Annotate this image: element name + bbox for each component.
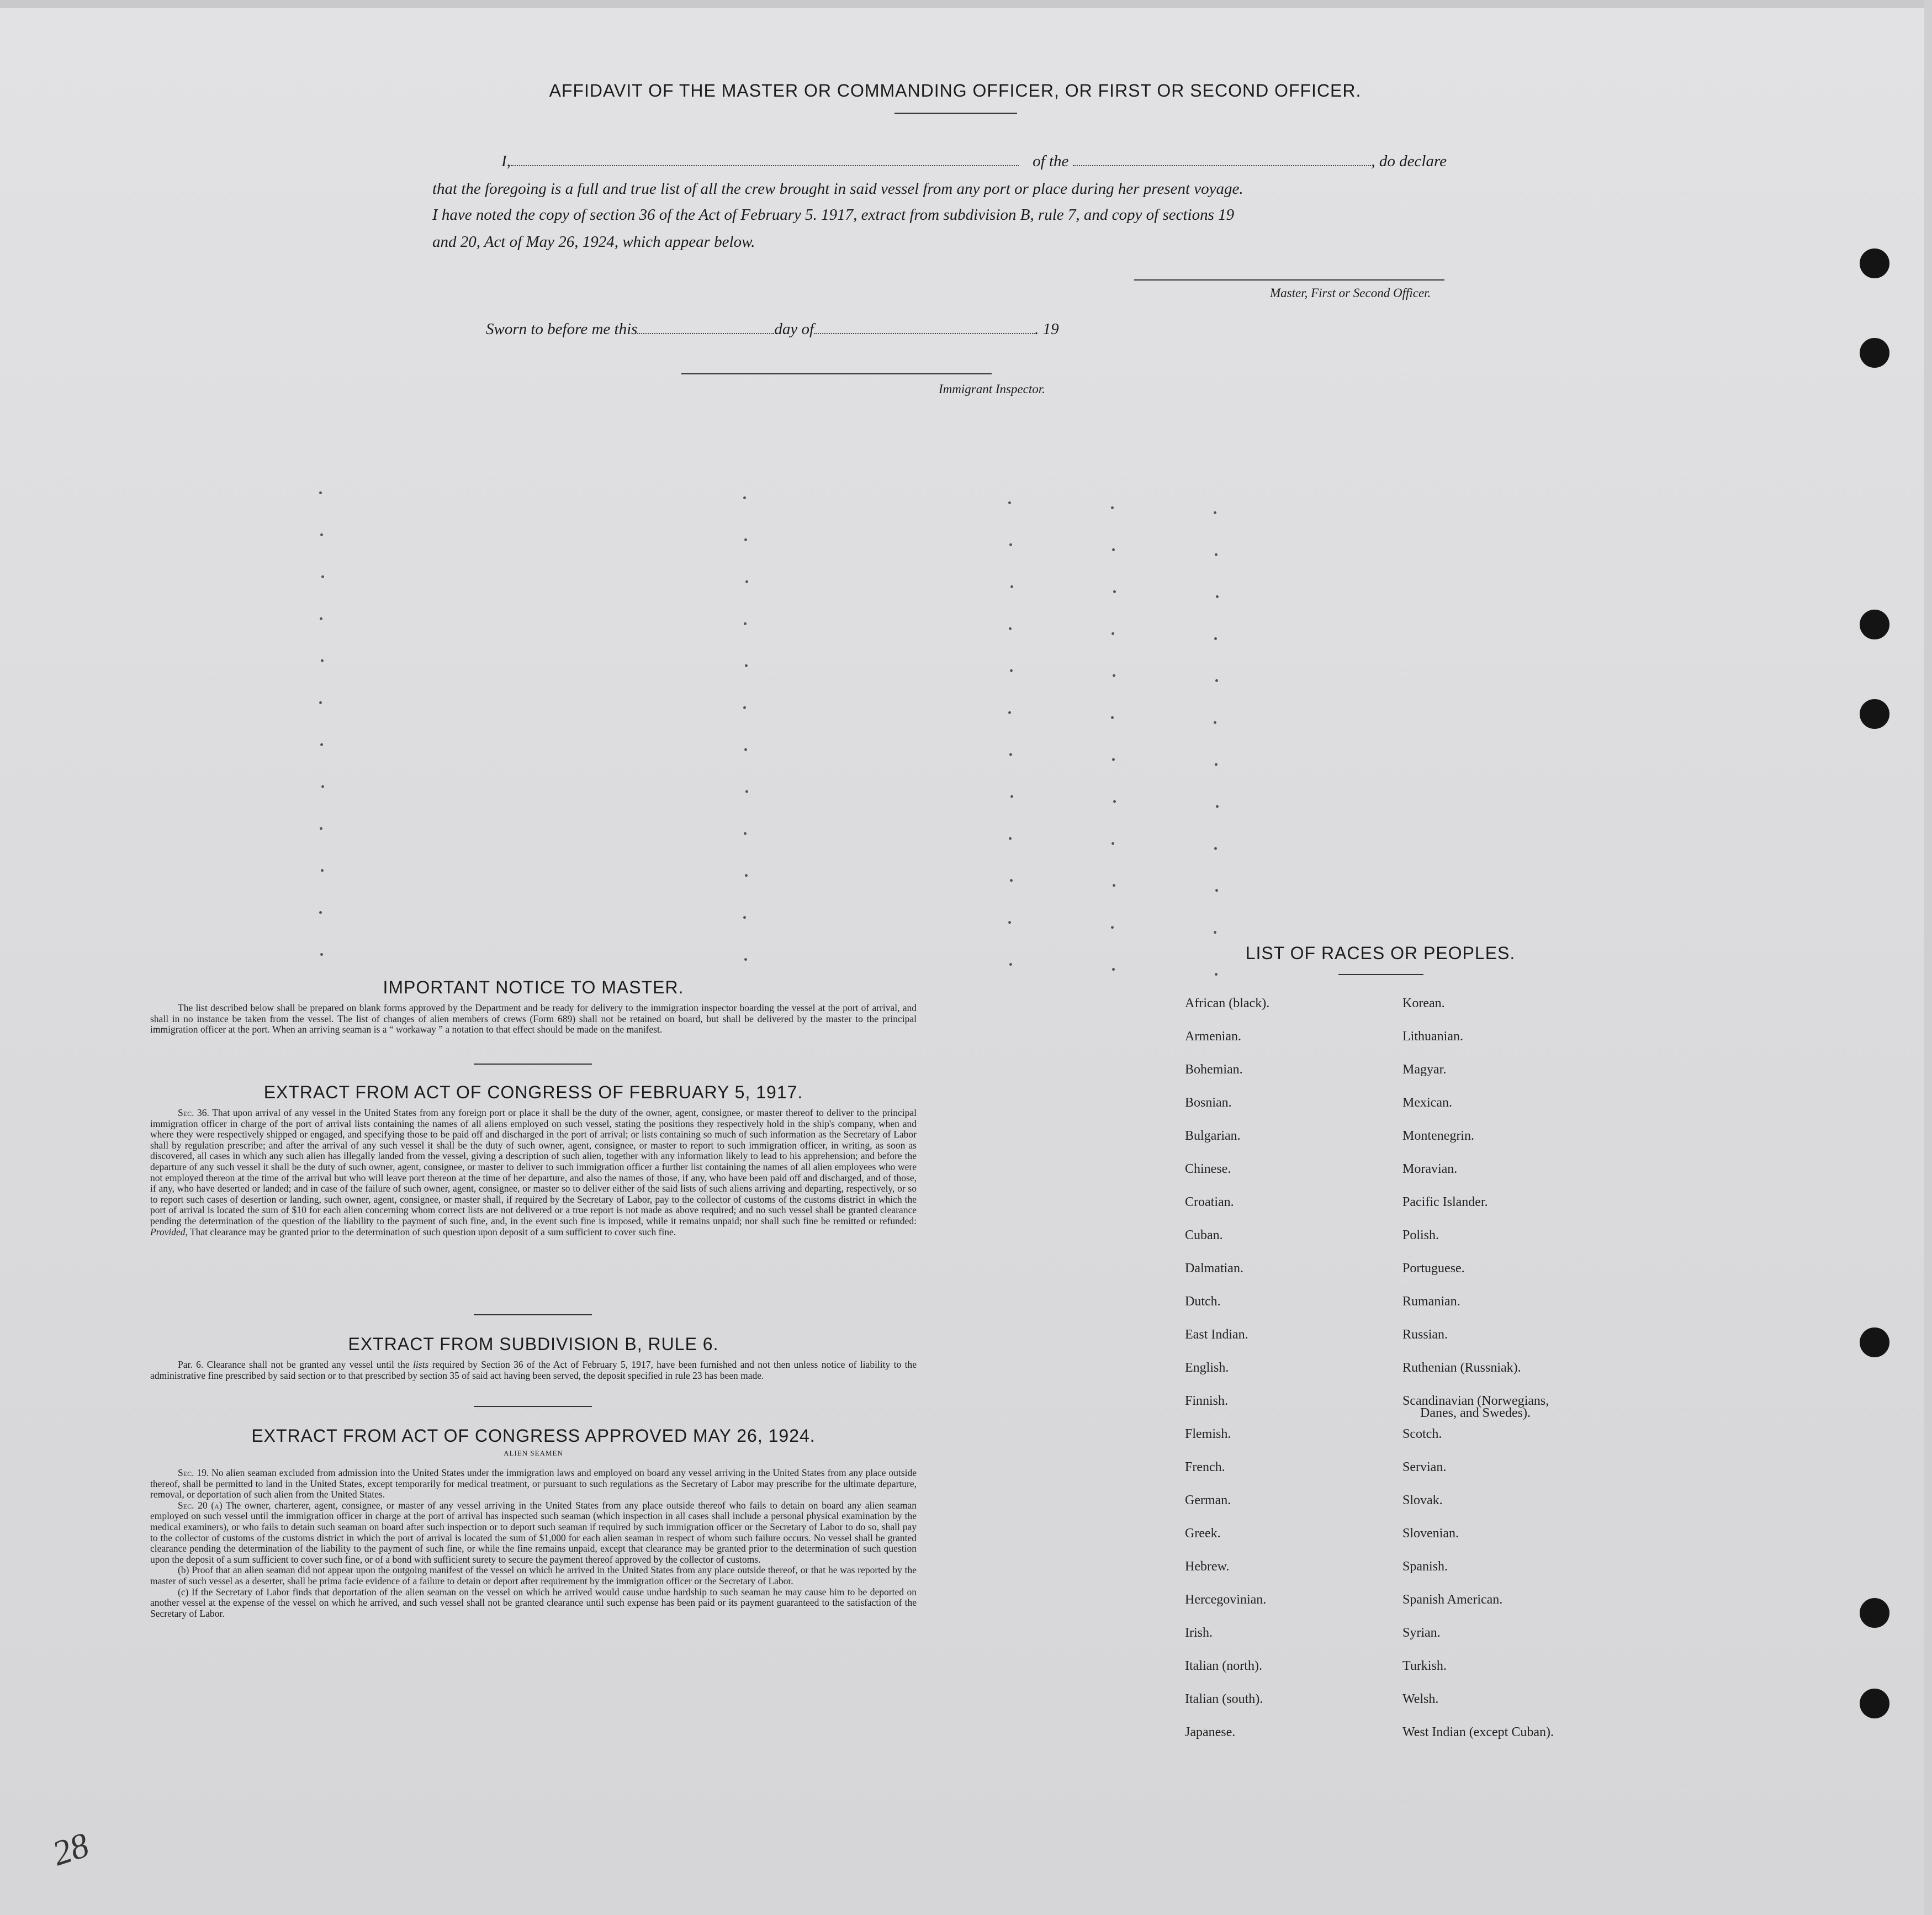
divider [1338, 974, 1423, 975]
scan-speck [1111, 632, 1114, 635]
scan-speck [320, 827, 322, 830]
sec-36-text: That upon arrival of any vessel in the United States from any foreign port or place it shall be the duty of the owner, agent, consignee, or master thereof to deliver to the principal immigration officer in charge of the port of arrival lists containing the names of all aliens employed on such vessel, stating the positions they respectively hold in the ship's company, when and where they were respectively shipped or engaged, and specifying those to be paid off and discharged in the port of arrival; or lists containing so much of such information as the Secretary of Labor shall by regulation prescribe; and after the arrival of any such vessel it shall be the duty of such owner, agent, consignee, or master to report to such immigration officer, in writing, as soon as discovered, all cases in which any such alien has illegally landed from the vessel, giving a description of such alien, together with any information likely to lead to his apprehension; and before the departure of any such vessel it shall be the duty of such owner, agent, consignee, or master to deliver to such immigration officer a further list containing the names of all alien employees who were not employed thereon at the time of the arrival but who will leave port thereon at the time of her departure, and also the names of those, if any, who have been paid off and discharged, and of those, if any, who have deserted or landed; and in case of the failure of such owner, agent, consignee, or master so to deliver either of the said lists of such aliens arriving and departing, respectively, or so to report such cases of desertion or landing, such owner, agent, consignee, or master shall, if required by the Secretary of Labor, pay to the collector of customs of the customs district in which the port of arrival is located the sum of $10 for each alien concerning whom correct lists are not delivered or a true report is not made as above required; and no such vessel shall be granted clearance pending the determination of the question of the liability to the payment of such fine, and, in the event such fine is imposed, while it remains unpaid; nor shall such fine be remitted or refunded: [150, 1107, 917, 1226]
scan-speck [320, 617, 322, 620]
sec-19 [150, 1468, 917, 1500]
scan-speck [319, 491, 322, 494]
race-item: Greek. [1185, 1526, 1221, 1541]
scan-speck [1215, 889, 1218, 892]
race-item: Armenian. [1185, 1029, 1241, 1044]
punch-hole [1860, 248, 1889, 278]
scan-speck [319, 911, 322, 914]
sec-20b-text: Proof that an alien seaman did not appear upon the outgoing manifest of the vessel on which he arrived in the United States from any place outside thereof, or that he was reported by the master of such vessel as a deserter, shall be prima facie evidence of a failure to detain or deport after requirement by the immigration officer or the Secretary of Labor. [150, 1564, 917, 1586]
race-item: Polish. [1402, 1228, 1439, 1242]
scan-speck [744, 958, 747, 961]
par-6-text-a: Clearance shall not be granted any vessel until the [207, 1359, 410, 1370]
scan-speck [321, 785, 324, 788]
handwritten-margin-note: 28 [47, 1824, 94, 1874]
race-item: Slovenian. [1402, 1526, 1459, 1541]
scan-speck [745, 580, 748, 583]
par-6-text-b: required by Section 36 of the Act of February 5, 1917, have been furnished and not then unless notice of liability to the administrative fine prescribed by said section or to that prescribed by section 35 of said act having been served, the deposit specified in rule 23 has been made. [150, 1359, 917, 1381]
extract-1924-title: EXTRACT FROM ACT OF CONGRESS APPROVED MAY 26, 1924. [251, 1426, 816, 1446]
race-item: Hercegovinian. [1185, 1593, 1267, 1607]
year-label: . 19 [1035, 320, 1059, 338]
scan-speck [320, 953, 323, 956]
sec-20b-label: (b) [178, 1564, 189, 1576]
scan-speck [745, 790, 748, 793]
inspector-caption: Immigrant Inspector. [939, 382, 1045, 396]
punch-hole [1860, 1327, 1889, 1357]
scan-speck [321, 659, 324, 662]
race-item: Spanish American. [1402, 1593, 1503, 1607]
scan-speck [1111, 842, 1114, 845]
scan-speck [1009, 963, 1012, 966]
race-item: Japanese. [1185, 1725, 1236, 1739]
race-item: Russian. [1402, 1327, 1448, 1342]
race-item: Finnish. [1185, 1394, 1229, 1408]
scan-speck [744, 622, 747, 625]
vessel-blank [1073, 164, 1371, 166]
of-the-label: of the [1033, 152, 1069, 170]
sec-20a-text: The owner, charterer, agent, consignee, or master of any vessel arriving in the United States from any place outside thereof who fails to detain on board any alien seaman employed on such vessel until the immigration officer in charge at the port of arrival has inspected such seaman (which inspection in all cases shall include a personal physical examination by the medical examiners), or who fails to detain such seaman on board after such inspection or to deport such seaman if required by such immigration officer or the Secretary of Labor to do so, shall pay to the collector of customs of the customs district in which the port of arrival is located the sum of $1,000 for each alien seaman in respect of whom such failure occurs. No vessel shall be granted clearance pending the determination of the liability to the payment of such fine, or while the fine remains unpaid, except that clearance may be granted prior to the determination of such question upon the deposit of a sum sufficient to cover such fine, or of a bond with sufficient surety to secure the payment thereof approved by the collector of customs. [150, 1499, 917, 1565]
race-item: Scotch. [1402, 1427, 1442, 1441]
race-item: Turkish. [1402, 1659, 1447, 1673]
scan-speck [745, 874, 748, 877]
race-item: German. [1185, 1493, 1231, 1507]
scan-edge-top [0, 0, 1932, 8]
scan-speck [1215, 763, 1218, 766]
race-item: Pacific Islander. [1402, 1195, 1488, 1209]
race-item: Dalmatian. [1185, 1261, 1243, 1276]
affidavit-line1 [501, 152, 1447, 171]
race-item: Bulgarian. [1185, 1129, 1241, 1143]
scan-speck [743, 916, 746, 919]
name-blank [511, 164, 1019, 166]
race-item: Bosnian. [1185, 1096, 1232, 1110]
divider [894, 113, 1017, 114]
divider [474, 1406, 592, 1407]
scan-speck [745, 664, 748, 667]
lists-word: lists [413, 1359, 429, 1370]
scan-speck [1111, 506, 1114, 509]
scan-speck [743, 706, 746, 709]
scan-speck [1214, 511, 1216, 514]
scan-speck [1010, 795, 1013, 798]
extract-1924-body [150, 1468, 917, 1619]
scan-speck [1216, 805, 1219, 808]
scan-speck [1113, 590, 1116, 593]
par-6-label: Par. 6. [178, 1359, 204, 1370]
day-of-label: day of [774, 320, 814, 338]
race-item: Slovak. [1402, 1493, 1443, 1507]
sec-20a-label: Sec. 20 (a) [178, 1499, 223, 1511]
affidavit-line3: I have noted the copy of section 36 of the Act of February 5. 1917, extract from subdivision B, rule 7, and copy of sections 19 [432, 206, 1235, 224]
punch-hole [1860, 338, 1889, 368]
month-blank [814, 332, 1035, 334]
sec-20c [150, 1587, 917, 1620]
scan-speck [744, 832, 747, 835]
race-item: Spanish. [1402, 1559, 1448, 1574]
scan-speck [1009, 837, 1012, 840]
divider [474, 1064, 592, 1065]
punch-hole [1860, 1689, 1889, 1718]
scan-speck [1214, 721, 1216, 724]
punch-hole [1860, 610, 1889, 639]
declare-label: , do declare [1371, 152, 1447, 170]
race-item: Korean. [1402, 996, 1445, 1011]
race-item: East Indian. [1185, 1327, 1248, 1342]
alien-seamen-subtitle: ALIEN SEAMEN [504, 1449, 563, 1457]
scan-speck [321, 869, 324, 872]
race-item: Lithuanian. [1402, 1029, 1463, 1044]
race-item: Italian (north). [1185, 1659, 1262, 1673]
scan-speck [744, 748, 747, 751]
scan-edge-right [1924, 0, 1932, 1915]
scan-speck [744, 538, 747, 541]
scan-speck [1112, 758, 1115, 761]
race-item: Scandinavian (Norwegians, [1402, 1394, 1549, 1408]
scan-speck [1214, 931, 1216, 934]
scan-speck [1111, 926, 1114, 929]
race-item: Magyar. [1402, 1062, 1447, 1077]
race-item: Irish. [1185, 1626, 1213, 1640]
sworn-label: Sworn to before me this [486, 320, 638, 338]
scan-speck [1215, 679, 1218, 682]
scan-speck [1010, 879, 1013, 882]
race-item: Italian (south). [1185, 1692, 1263, 1706]
signature-caption: Master, First or Second Officer. [1270, 286, 1431, 300]
signature-line [1134, 279, 1444, 281]
notice-title: IMPORTANT NOTICE TO MASTER. [383, 977, 684, 997]
punch-hole [1860, 1598, 1889, 1628]
race-item-continued: Danes, and Swedes). [1420, 1406, 1531, 1420]
affidavit-title: AFFIDAVIT OF THE MASTER OR COMMANDING OFFICER, OR FIRST OR SECOND OFFICER. [549, 81, 1362, 100]
race-item: French. [1185, 1460, 1225, 1474]
scan-speck [1008, 921, 1011, 924]
sec-19-text: No alien seaman excluded from admission into the United States under the immigration laws and employed on board any vessel arriving in the United States from any place outside thereof, shall be permitted to land in the United States, except temporarily for medical treatment, or pursuant to such regulations as the Secretary of Labor may prescribe for the ultimate departure, removal, or deportation of such alien from the United States. [150, 1467, 917, 1500]
sec-36-label: Sec. 36. [178, 1107, 209, 1118]
scan-speck [1112, 548, 1115, 551]
divider [474, 1314, 592, 1315]
race-item: Rumanian. [1402, 1294, 1460, 1309]
affidavit-line4: and 20, Act of May 26, 1924, which appear below. [432, 233, 755, 251]
extract-1917-body [150, 1108, 917, 1237]
scan-speck [319, 701, 322, 704]
sworn-line [486, 320, 1059, 338]
scan-speck [1113, 800, 1116, 803]
scan-speck [1009, 753, 1012, 756]
scan-speck [320, 533, 323, 536]
race-item: Flemish. [1185, 1427, 1231, 1441]
day-blank [637, 332, 774, 334]
scan-speck [1008, 501, 1011, 504]
sec-20a [150, 1500, 917, 1565]
affidavit-line2: that the foregoing is a full and true list of all the crew brought in said vessel from any port or place during her present voyage. [432, 180, 1243, 198]
provided-label: Provided, [150, 1226, 188, 1237]
race-item: Servian. [1402, 1460, 1447, 1474]
race-item: Chinese. [1185, 1162, 1231, 1176]
sec-20c-text: If the Secretary of Labor finds that deportation of the alien seaman on the vessel on which he arrived would cause undue hardship to such seaman he may cause him to be deported on another vessel at the expense of the vessel on which he arrived, and such vessel shall not be granted clearance until such expense has been paid or its payment guaranteed to the satisfaction of the Secretary of Labor. [150, 1586, 917, 1619]
race-item: Croatian. [1185, 1195, 1234, 1209]
scan-speck [1010, 585, 1013, 588]
punch-hole [1860, 699, 1889, 729]
scan-speck [321, 575, 324, 578]
rule-6-body [150, 1359, 917, 1381]
scan-speck [1215, 553, 1218, 556]
scan-speck [743, 496, 746, 499]
race-item: Portuguese. [1402, 1261, 1465, 1276]
scan-speck [1113, 884, 1115, 887]
scan-speck [320, 743, 323, 746]
scan-speck [1112, 968, 1115, 971]
race-item: Welsh. [1402, 1692, 1439, 1706]
scan-speck [1009, 627, 1012, 630]
scan-speck [1216, 595, 1219, 598]
scan-speck [1113, 674, 1115, 677]
sec-20c-label: (c) [178, 1586, 189, 1597]
race-item: Cuban. [1185, 1228, 1223, 1242]
race-item: Moravian. [1402, 1162, 1458, 1176]
sec-36-end: That clearance may be granted prior to the determination of such question upon deposit of a sum sufficient to cover such fine. [189, 1226, 676, 1237]
scan-speck [1008, 711, 1011, 714]
race-item: African (black). [1185, 996, 1270, 1011]
extract-1917-title: EXTRACT FROM ACT OF CONGRESS OF FEBRUARY 5, 1917. [263, 1082, 803, 1102]
inspector-line [681, 373, 992, 374]
scan-speck [1009, 543, 1012, 546]
rule-6-title: EXTRACT FROM SUBDIVISION B, RULE 6. [348, 1334, 719, 1354]
race-item: West Indian (except Cuban). [1402, 1725, 1554, 1739]
race-item: Hebrew. [1185, 1559, 1230, 1574]
scan-speck [1111, 716, 1114, 719]
i-label: I, [501, 152, 511, 170]
scan-speck [1215, 973, 1218, 976]
race-item: Bohemian. [1185, 1062, 1243, 1077]
scan-speck [1010, 669, 1013, 672]
sec-20b [150, 1565, 917, 1586]
scan-speck [1214, 637, 1217, 640]
notice-body: The list described below shall be prepared on blank forms approved by the Department and be ready for delivery to the immigration inspector boarding the vessel at the port of arrival, and shall in no instance be taken from the vessel. The list of changes of alien members of crews (Form 689) shall not be retained on board, but shall be delivered by the master to the principal immigration officer at the port. When an arriving seaman is a “ workaway ” a notation to that effect should be made on the manifest. [150, 1002, 917, 1035]
sec-19-label: Sec. 19. [178, 1467, 209, 1478]
race-item: Ruthenian (Russniak). [1402, 1361, 1521, 1375]
races-title: LIST OF RACES OR PEOPLES. [1245, 943, 1516, 963]
race-item: Montenegrin. [1402, 1129, 1474, 1143]
scan-speck [1214, 847, 1217, 850]
race-item: Dutch. [1185, 1294, 1221, 1309]
race-item: English. [1185, 1361, 1229, 1375]
race-item: Mexican. [1402, 1096, 1452, 1110]
race-item: Syrian. [1402, 1626, 1441, 1640]
